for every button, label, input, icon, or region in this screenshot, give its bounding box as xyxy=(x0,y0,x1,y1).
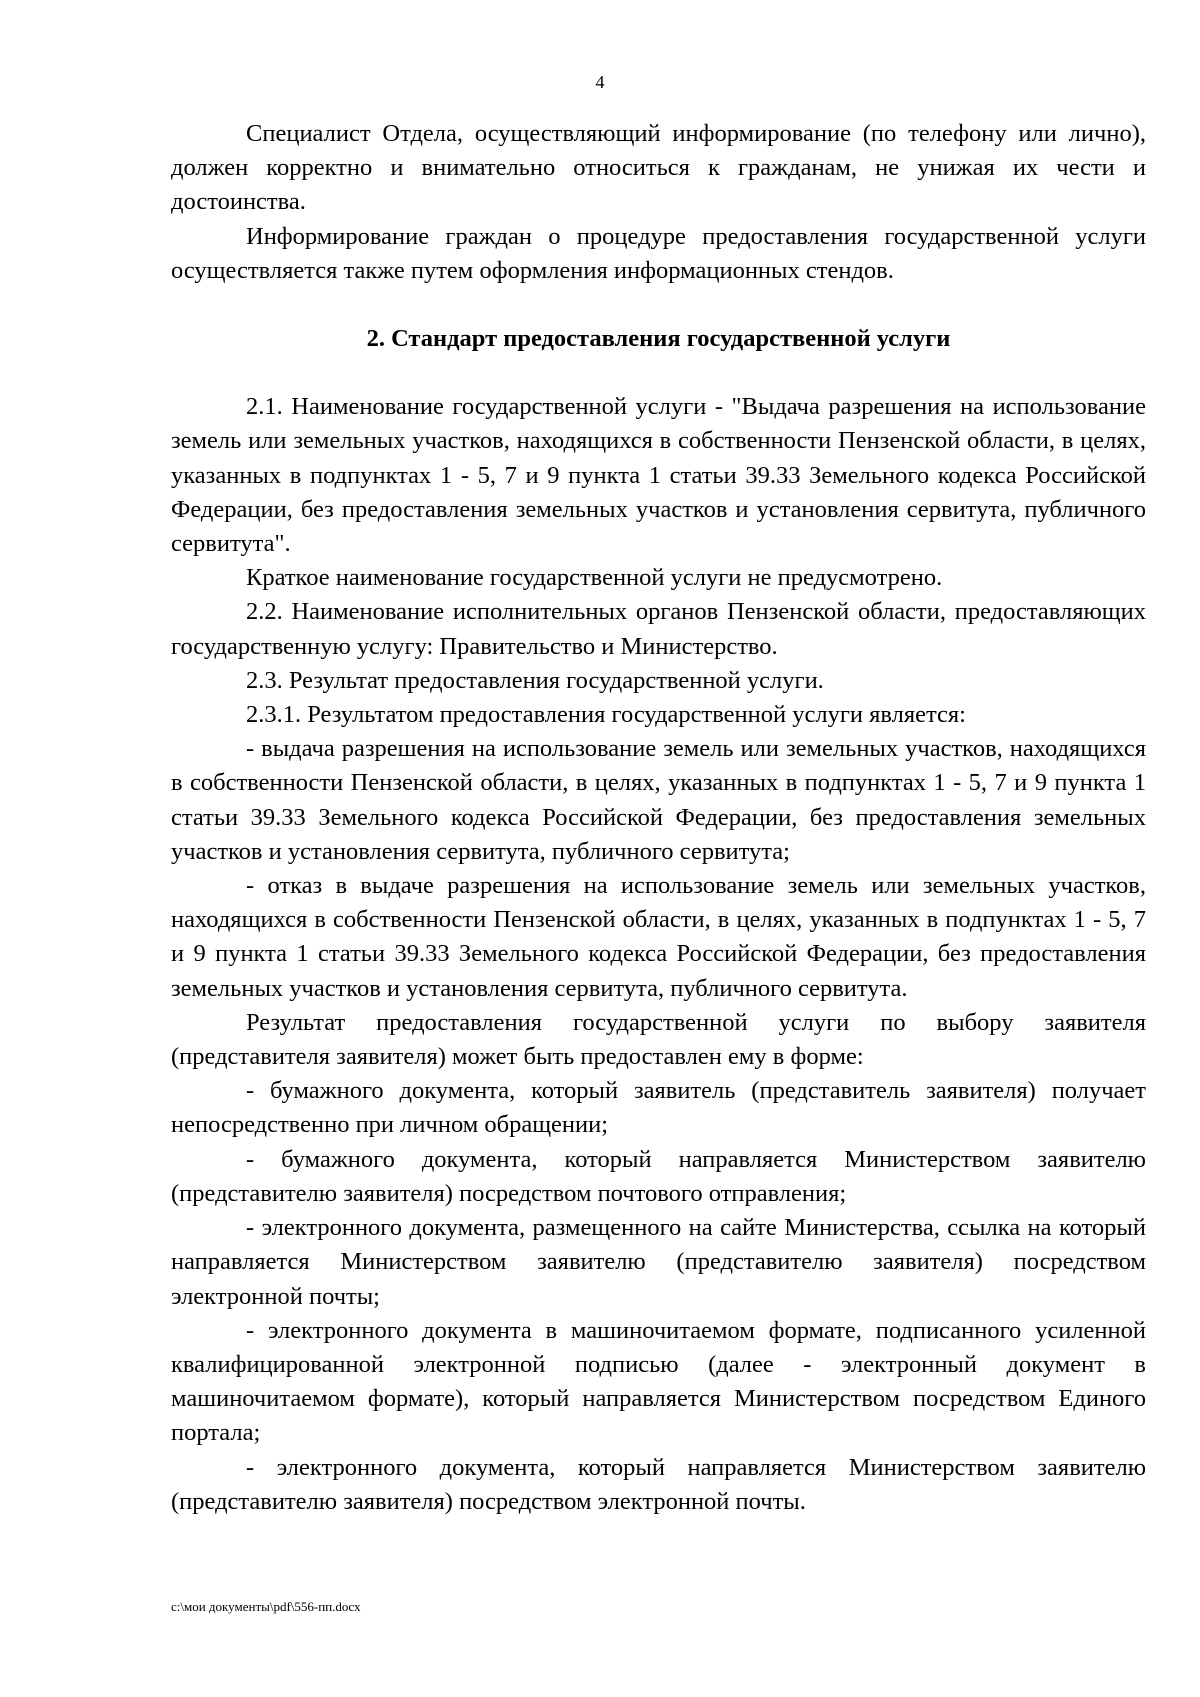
list-item: - электронного документа, который направляется Министерством заявителю (представителю заявителя) посредством электронной почты. xyxy=(171,1453,1146,1515)
document-body xyxy=(171,117,1146,1519)
footer-file-path: c:\мои документы\pdf\556-пп.docx xyxy=(171,1599,361,1614)
page-number: 4 xyxy=(595,72,605,92)
paragraph: Результат предоставления государственной услуги по выбору заявителя (представителя заявителя) может быть предоставлен ему в форме: xyxy=(171,1008,1146,1071)
paragraph: Информирование граждан о процедуре предоставления государственной услуги осуществляется также путем оформления информационных стендов. xyxy=(171,222,1146,284)
paragraph: 2.3.1. Результатом предоставления государственной услуги является: xyxy=(246,701,966,729)
paragraph: Специалист Отдела, осуществляющий информирование (по телефону или лично), должен корректно и внимательно относиться к гражданам, не унижая их чести и достоинства. xyxy=(171,120,1146,216)
list-item: - бумажного документа, который направляется Министерством заявителю (представителю заявителя) посредством почтового отправления; xyxy=(171,1145,1146,1207)
paragraph: 2.3. Результат предоставления государственной услуги. xyxy=(246,666,824,694)
paragraph: 2.2. Наименование исполнительных органов Пензенской области, предоставляющих государственную услугу: Правительство и Министерство. xyxy=(171,598,1146,660)
list-item: - отказ в выдаче разрешения на использование земель или земельных участков, находящихся в собственности Пензенской области, в целях, указанных в подпунктах 1 - 5, 7 и 9 пункта 1 статьи 39.33 Земельного кодекса Российской Федерации, без предоставления земельных участков и установления сервитута, публичного сервитута. xyxy=(171,872,1146,1002)
list-item: - электронного документа в машиночитаемом формате, подписанного усиленной квалифицированной электронной подписью (далее - электронный документ в машиночитаемом формате), который направляется Министерством посредством Единого портала; xyxy=(171,1316,1146,1447)
paragraph: 2.1. Наименование государственной услуги - "Выдача разрешения на использование земель или земельных участков, находящихся в собственности Пензенской области, в целях, указанных в подпунктах 1 - 5, 7 и 9 пункта 1 статьи 39.33 Земельного кодекса Российской Федерации, без предоставления земельных участков и установления сервитута, публичного сервитута". xyxy=(171,393,1146,558)
list-item: - электронного документа, размещенного на сайте Министерства, ссылка на который направляется Министерством заявителю (представителю заявителя) посредством электронной почты; xyxy=(171,1214,1146,1310)
paragraph: Краткое наименование государственной услуги не предусмотрено. xyxy=(246,564,943,592)
list-item: - бумажного документа, который заявитель (представитель заявителя) получает непосредственно при личном обращении; xyxy=(171,1077,1146,1139)
list-item: - выдача разрешения на использование земель или земельных участков, находящихся в собственности Пензенской области, в целях, указанных в подпунктах 1 - 5, 7 и 9 пункта 1 статьи 39.33 Земельного кодекса Российской Федерации, без предоставления земельных участков и установления сервитута, публичного сервитута; xyxy=(171,735,1146,865)
section-heading: 2. Стандарт предоставления государственной услуги xyxy=(366,325,951,353)
